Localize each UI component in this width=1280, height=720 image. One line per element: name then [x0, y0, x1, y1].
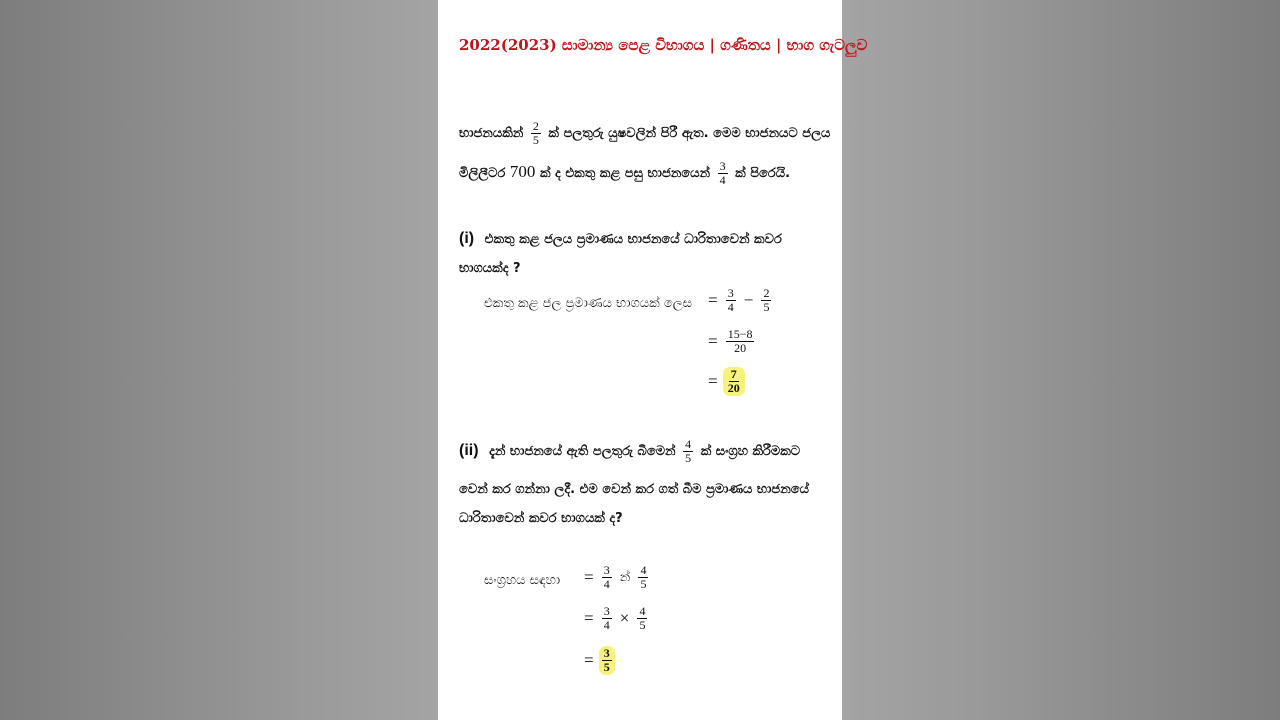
part-i-step-1 [708, 287, 774, 314]
answer-highlight [599, 646, 615, 675]
problem-line-1 [459, 120, 830, 147]
part-ii-answer [584, 646, 615, 675]
blurred-backdrop-left [0, 0, 438, 720]
of-word: න් [619, 570, 631, 585]
fraction-three-quarters: $\frac{3}{4}$ [719, 159, 726, 187]
minus-sign: − [743, 290, 754, 310]
problem-line-2-middle: ක් ද එකතු කළ පසු භාජනයෙන් [539, 166, 711, 181]
fraction: $\frac{15-8}{20}$ [727, 327, 753, 355]
part-ii-step-1 [584, 564, 651, 591]
part-i-marker: (i) [459, 230, 475, 247]
page-title: 2022(2023) සාමාන්‍ය පෙළ විභාගය | ගණිතය | භාග ගැටලුව [459, 36, 868, 54]
part-ii-question-text-1b: ක් සංග්‍රහ කිරීමකට [700, 444, 801, 459]
part-ii-question-text-1: දැන් භාජනයේ ඇති පලතුරු බීමෙන් [489, 444, 676, 459]
answer-highlight [723, 367, 745, 396]
fraction: $\frac{3}{4}$ [603, 563, 610, 591]
answer-fraction: $\frac{3}{5}$ [603, 646, 610, 674]
equals-sign: = [708, 290, 718, 310]
problem-line-1-after: ක් පලතුරු යුෂවලින් පිරී ඇත. මෙම භාජනයට ජලය [548, 126, 831, 141]
fraction: $\frac{4}{5}$ [640, 563, 647, 591]
part-i-question-line-2: භාගයක්ද ? [459, 261, 521, 276]
equals-sign: = [584, 567, 594, 587]
part-ii-marker: (ii) [459, 442, 479, 459]
part-ii-question-line-1 [459, 438, 800, 465]
fraction-four-fifths: $\frac{4}{5}$ [685, 437, 692, 465]
equals-sign: = [584, 608, 594, 628]
equals-sign: = [708, 331, 718, 351]
problem-line-2-before: මිලිලීටර [459, 166, 506, 181]
multiply-sign: × [619, 608, 630, 628]
part-ii-question-line-3: ධාරිතාවෙන් කවර භාගයක් ද? [459, 511, 623, 526]
fraction-two-fifths: $\frac{2}{5}$ [532, 119, 539, 147]
fraction: $\frac{4}{5}$ [639, 604, 646, 632]
part-ii-step-2 [584, 605, 650, 632]
problem-line-1-before: භාජනයකින් [459, 126, 524, 141]
blurred-backdrop-right [842, 0, 1280, 720]
problem-line-2-after: ක් පිරෙයි. [735, 166, 791, 181]
fraction: $\frac{2}{5}$ [763, 286, 770, 314]
fraction: $\frac{3}{4}$ [727, 286, 734, 314]
equals-sign: = [584, 650, 594, 670]
part-i-step-2 [708, 328, 757, 355]
problem-line-2 [459, 160, 790, 187]
worksheet-page [438, 0, 868, 720]
equals-sign: = [708, 371, 718, 391]
part-ii-working-label: සංග්‍රහය සඳහා [484, 573, 561, 588]
part-i-answer [708, 367, 745, 396]
water-amount: 700 [509, 162, 536, 181]
fraction: $\frac{3}{4}$ [603, 604, 610, 632]
part-i-working-label: එකතු කළ ජල ප්‍රමාණය භාගයක් ලෙස [484, 296, 692, 311]
part-i-question-text-1: එකතු කළ ජලය ප්‍රමාණය භාජනයේ ධාරිතාවෙන් කවර [484, 232, 782, 247]
answer-fraction: $\frac{7}{20}$ [727, 367, 740, 395]
part-ii-question-line-2: වෙන් කර ගන්නා ලදී. එම වෙන් කර ගත් බීම ප්‍රමාණය භාජනයේ [459, 482, 809, 497]
part-i-question-line-1 [459, 230, 782, 248]
